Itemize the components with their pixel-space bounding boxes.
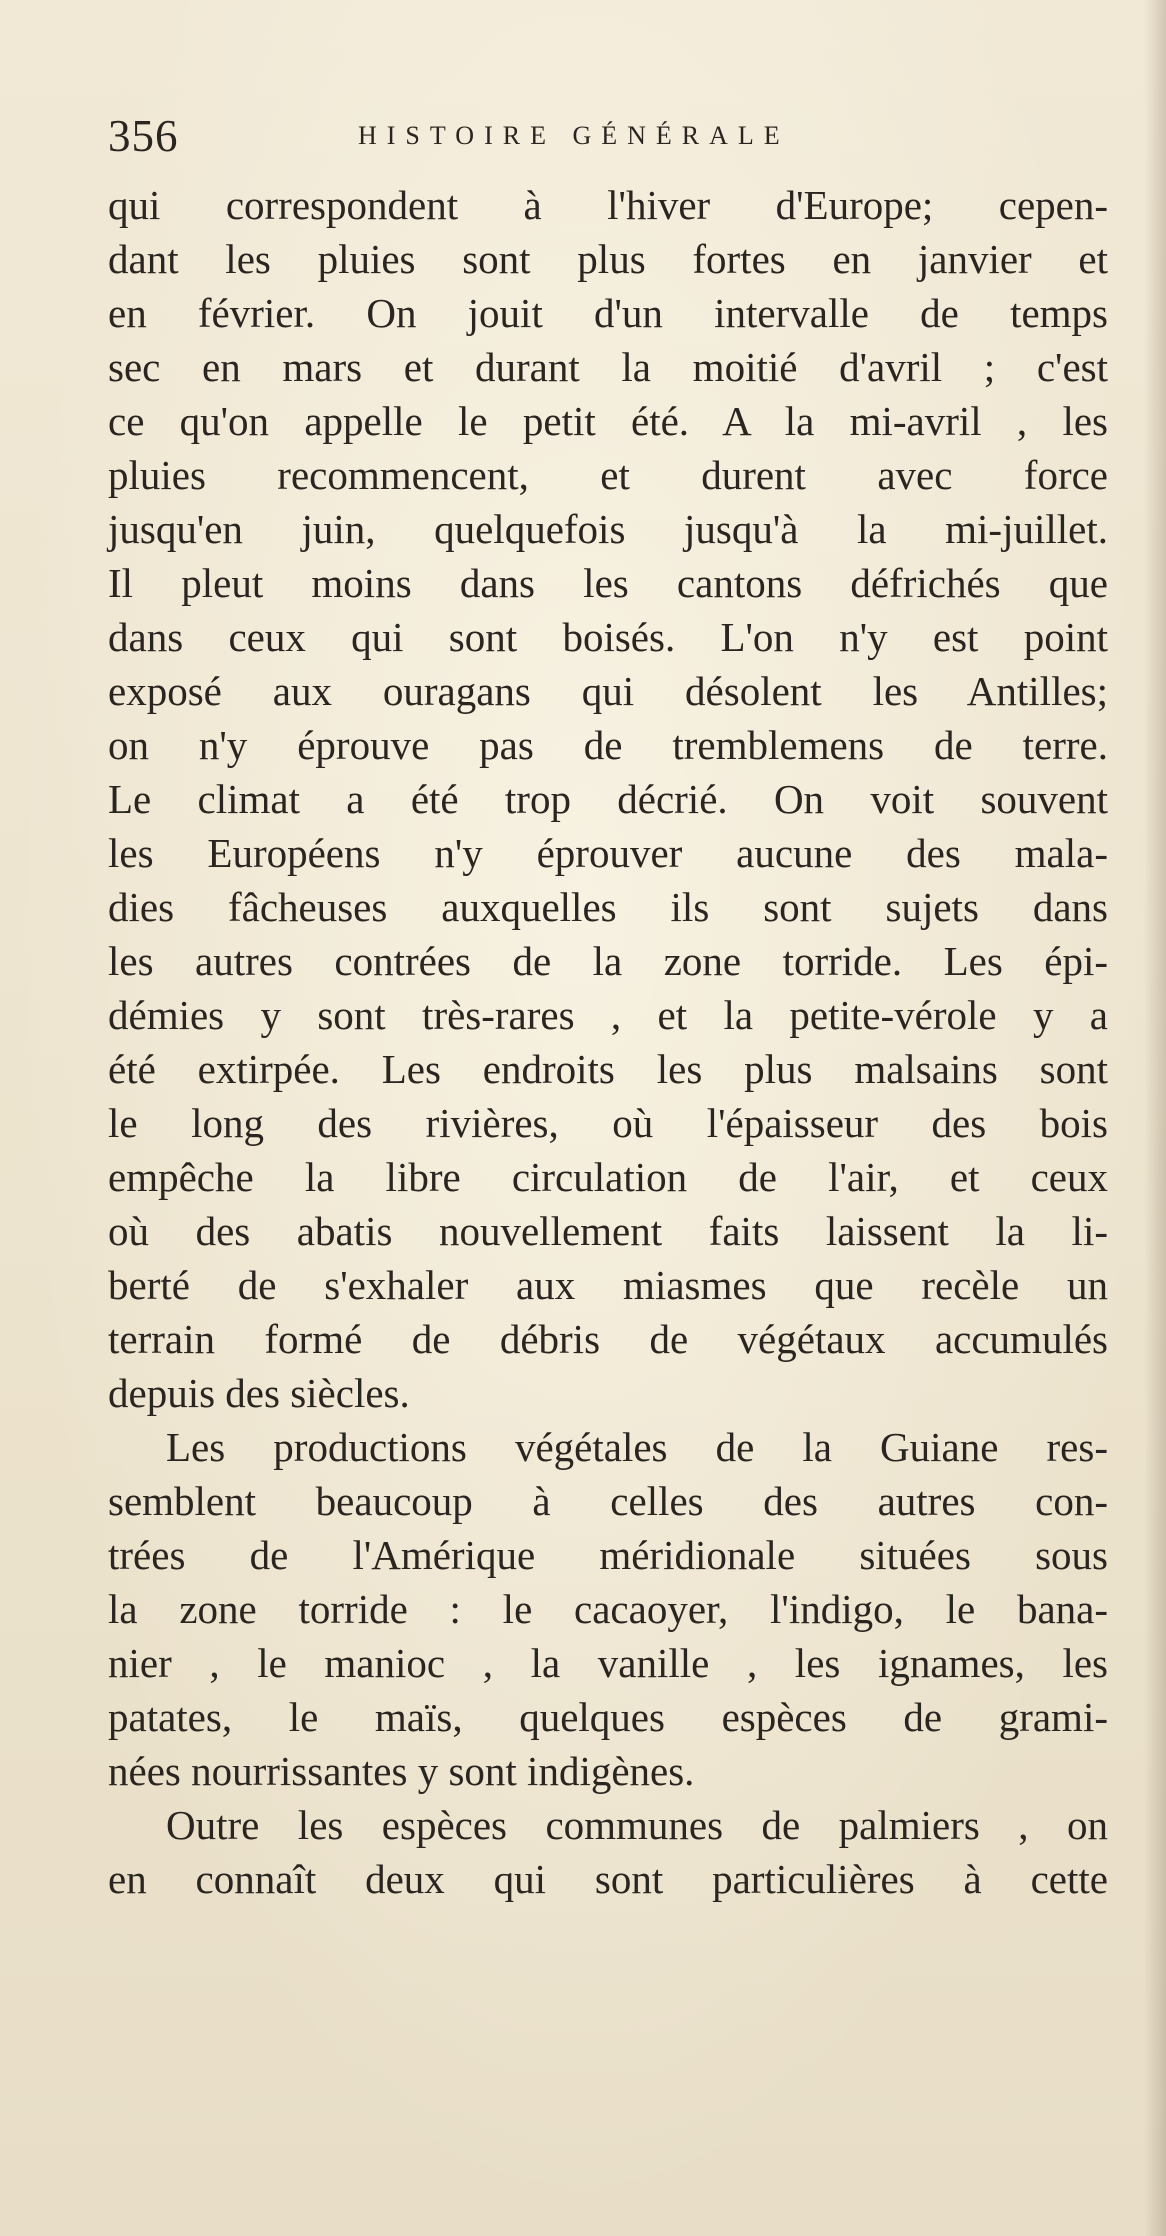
text-line: où des abatis nouvellement faits laissent la li- (108, 1208, 1108, 1254)
page-edge-shadow (1144, 0, 1166, 2236)
text-line: les autres contrées de la zone torride. Les épi- (108, 938, 1108, 984)
text-line: ce qu'on appelle le petit été. A la mi-avril , les (108, 398, 1108, 444)
text-line: dans ceux qui sont boisés. L'on n'y est point (108, 614, 1108, 660)
text-line: semblent beaucoup à celles des autres con- (108, 1478, 1108, 1524)
body-text (108, 178, 1108, 1906)
text-line: la zone torride : le cacaoyer, l'indigo, le bana- (108, 1586, 1108, 1632)
text-line: démies y sont très-rares , et la petite-vérole y a (108, 992, 1108, 1038)
text-line: trées de l'Amérique méridionale situées sous (108, 1532, 1108, 1578)
text-line: en février. On jouit d'un intervalle de temps (108, 290, 1108, 336)
text-line: été extirpée. Les endroits les plus malsains sont (108, 1046, 1108, 1092)
running-head-title: HISTOIRE GÉNÉRALE (358, 121, 790, 150)
text-line: berté de s'exhaler aux miasmes que recèle un (108, 1262, 1108, 1308)
text-line: sec en mars et durant la moitié d'avril ; c'est (108, 344, 1108, 390)
running-head (108, 108, 1108, 164)
paragraph-end-line: nées nourrissantes y sont indigènes. (108, 1748, 695, 1794)
text-line: empêche la libre circulation de l'air, et ceux (108, 1154, 1108, 1200)
text-line: en connaît deux qui sont particulières à cette (108, 1856, 1108, 1902)
paragraph-start-line: Outre les espèces communes de palmiers , on (166, 1802, 1108, 1848)
text-line: les Européens n'y éprouver aucune des mala- (108, 830, 1108, 876)
text-line: dant les pluies sont plus fortes en janvier et (108, 236, 1108, 282)
paragraph-start-line: Les productions végétales de la Guiane res- (166, 1424, 1108, 1470)
text-line: le long des rivières, où l'épaisseur des bois (108, 1100, 1108, 1146)
text-line: patates, le maïs, quelques espèces de grami- (108, 1694, 1108, 1740)
text-line: jusqu'en juin, quelquefois jusqu'à la mi-juillet. (108, 506, 1108, 552)
paragraph-end-line: depuis des siècles. (108, 1370, 410, 1416)
text-line: nier , le manioc , la vanille , les ignames, les (108, 1640, 1108, 1686)
text-line: pluies recommencent, et durent avec force (108, 452, 1108, 498)
text-line: Il pleut moins dans les cantons défrichés que (108, 560, 1108, 606)
text-line: exposé aux ouragans qui désolent les Antilles; (108, 668, 1108, 714)
text-line: Le climat a été trop décrié. On voit souvent (108, 776, 1108, 822)
page-number: 356 (108, 111, 179, 161)
text-line: on n'y éprouve pas de tremblemens de terre. (108, 722, 1108, 768)
text-line: terrain formé de débris de végétaux accumulés (108, 1316, 1108, 1362)
text-line: qui correspondent à l'hiver d'Europe; cepen- (108, 182, 1108, 228)
text-line: dies fâcheuses auxquelles ils sont sujets dans (108, 884, 1108, 930)
